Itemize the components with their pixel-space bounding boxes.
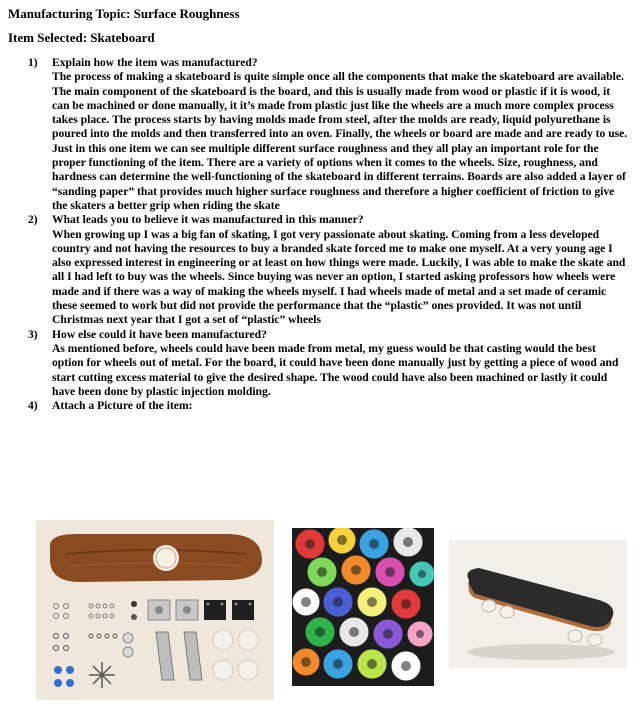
question-item bbox=[0, 399, 640, 413]
question-list bbox=[0, 56, 640, 413]
deck-logo bbox=[153, 545, 179, 571]
answer-text: The process of making a skateboard is quite simple once all the components that make the skateboard are available. The main component of the skateboard is the board, and this is usually made from wood or plastic if it is wood, it can be machined or done manually, it it’s made from plastic just like the wheels are a much more complex process takes place. The process starts by having molds made from steel, after the molds are ready, liquid polyurethane is poured into the molds and then transferred into an oven. Finally, the wheels or board are made and are ready to use. Just in this one item we can see multiple different surface roughness and they all play an important role for the proper functioning of the item. There are a variety of options when it comes to the wheels. Size, roughness, and hardness can determine the well-functioning of the skateboard in different terrains. Boards are also added a layer of “sanding paper” that provides much higher surface roughness and therefore a higher coefficient of friction to give the skaters a better grip when riding the skate bbox=[52, 70, 628, 212]
question-text: Attach a Picture of the item: bbox=[52, 399, 193, 413]
item-photos bbox=[0, 518, 640, 708]
skateboard-photo bbox=[449, 540, 627, 668]
question-text: Explain how the item was manufactured? bbox=[52, 56, 258, 69]
skateboard-illustration bbox=[449, 540, 627, 668]
colorful-wheels-photo bbox=[292, 528, 434, 686]
question-text: How else could it have been manufactured? bbox=[52, 327, 267, 341]
answer-text: As mentioned before, wheels could have been made from metal, my guess would be that casting would the best option for wheels out of metal. For the board, it could have been done manually just by getting a piece of wood and start cutting excess material to give the desired shape. The wood could have also been machined or lastly it could have been done by plastic injection molding. bbox=[52, 341, 619, 398]
wheels-illustration bbox=[292, 528, 434, 686]
question-number: 1) bbox=[28, 56, 38, 69]
skateboard-parts-photo bbox=[36, 520, 274, 700]
question-number: 4) bbox=[28, 399, 38, 413]
question-number: 2) bbox=[28, 213, 38, 227]
parts-illustration bbox=[36, 520, 274, 700]
item-selected: Item Selected: Skateboard bbox=[8, 30, 155, 45]
question-text: What leads you to believe it was manufactured in this manner? bbox=[52, 213, 364, 227]
question-number: 3) bbox=[28, 327, 38, 341]
question-item bbox=[0, 213, 640, 327]
question-item bbox=[0, 328, 640, 399]
manufacturing-topic: Manufacturing Topic: Surface Roughness bbox=[8, 6, 240, 21]
answer-text: When growing up I was a big fan of skating, I got very passionate about skating. Coming from a less developed country and not having the resources to buy a branded skate forced me to make one myself. At a very young age I also expressed interest in engineering or at least on how things were made. Luckily, I was able to make the skate and all I had left to buy was the wheels. Since buying was never an option, I started asking professors how wheels were made and if there was a way of making the wheels myself. I had wheels made of metal and a set made of ceramic these seemed to work but did not provide the performance that the “plastic” ones provided. It was not until Christmas next year that I got a set of “plastic” wheels bbox=[52, 227, 626, 327]
question-item bbox=[0, 56, 640, 213]
